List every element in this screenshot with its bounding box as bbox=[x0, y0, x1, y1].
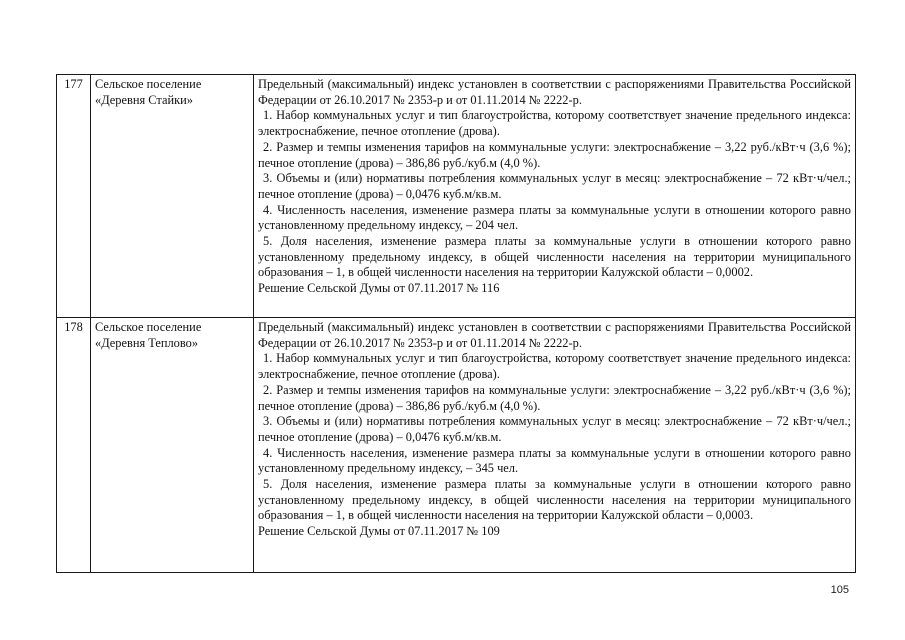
table-row bbox=[57, 75, 856, 318]
decision-reference: Решение Сельской Думы от 07.11.2017 № 116 bbox=[258, 281, 500, 296]
index-item-5: 5. Доля населения, изменение размера платы за коммунальные услуги в отношении которого равно установленному предельному индексу, в общей численности населения на территории муниципального образования – 1, в общей численности населения на территории Калужской области – 0,0002. bbox=[258, 234, 851, 280]
settlement-cell bbox=[91, 318, 254, 573]
page-number: 105 bbox=[830, 584, 849, 596]
tariff-index-table bbox=[56, 74, 856, 573]
settlement-cell bbox=[91, 75, 254, 318]
settlement-name: «Деревня Теплово» bbox=[95, 335, 199, 350]
index-description-cell bbox=[254, 318, 856, 573]
index-item-4: 4. Численность населения, изменение размера платы за коммунальные услуги в отношении которого равно установленному предельному индексу, – 204 чел. bbox=[258, 202, 851, 233]
settlement-type: Сельское поселение bbox=[95, 77, 202, 91]
decision-reference: Решение Сельской Думы от 07.11.2017 № 109 bbox=[258, 524, 500, 539]
index-item-1: 1. Набор коммунальных услуг и тип благоустройства, которому соответствует значение предельного индекса: электроснабжение, печное отопление (дрова). bbox=[258, 351, 851, 382]
row-number: 177 bbox=[57, 75, 91, 318]
index-intro: Предельный (максимальный) индекс установлен в соответствии с распоряжениями Правительства Российской Федерации от 26.10.2017 № 2353-р и от 01.11.2014 № 2222-р. bbox=[258, 320, 851, 350]
index-item-3: 3. Объемы и (или) нормативы потребления коммунальных услуг в месяц: электроснабжение – 72 кВт·ч/чел.; печное отопление (дрова) – 0,0476 куб.м/кв.м. bbox=[258, 414, 851, 444]
index-item-2: 2. Размер и темпы изменения тарифов на коммунальные услуги: электроснабжение – 3,22 руб./кВт·ч (3,6 %); печное отопление (дрова) – 386,86 руб./куб.м (4,0 %). bbox=[258, 382, 851, 413]
settlement-type: Сельское поселение bbox=[95, 320, 202, 334]
index-item-4: 4. Численность населения, изменение размера платы за коммунальные услуги в отношении которого равно установленному предельному индексу, – 345 чел. bbox=[258, 445, 851, 476]
index-item-2: 2. Размер и темпы изменения тарифов на коммунальные услуги: электроснабжение – 3,22 руб./кВт·ч (3,6 %); печное отопление (дрова) – 386,86 руб./куб.м (4,0 %). bbox=[258, 139, 851, 170]
settlement-name: «Деревня Стайки» bbox=[95, 92, 193, 107]
index-intro: Предельный (максимальный) индекс установлен в соответствии с распоряжениями Правительства Российской Федерации от 26.10.2017 № 2353-р и от 01.11.2014 № 2222-р. bbox=[258, 77, 851, 107]
index-description-cell bbox=[254, 75, 856, 318]
index-item-5: 5. Доля населения, изменение размера платы за коммунальные услуги в отношении которого равно установленному предельному индексу, в общей численности населения на территории муниципального образования – 1, в общей численности населения на территории Калужской области – 0,0003. bbox=[258, 477, 851, 523]
table-row bbox=[57, 318, 856, 573]
index-item-1: 1. Набор коммунальных услуг и тип благоустройства, которому соответствует значение предельного индекса: электроснабжение, печное отопление (дрова). bbox=[258, 108, 851, 139]
row-number: 178 bbox=[57, 318, 91, 573]
index-item-3: 3. Объемы и (или) нормативы потребления коммунальных услуг в месяц: электроснабжение – 72 кВт·ч/чел.; печное отопление (дрова) – 0,0476 куб.м/кв.м. bbox=[258, 171, 851, 201]
